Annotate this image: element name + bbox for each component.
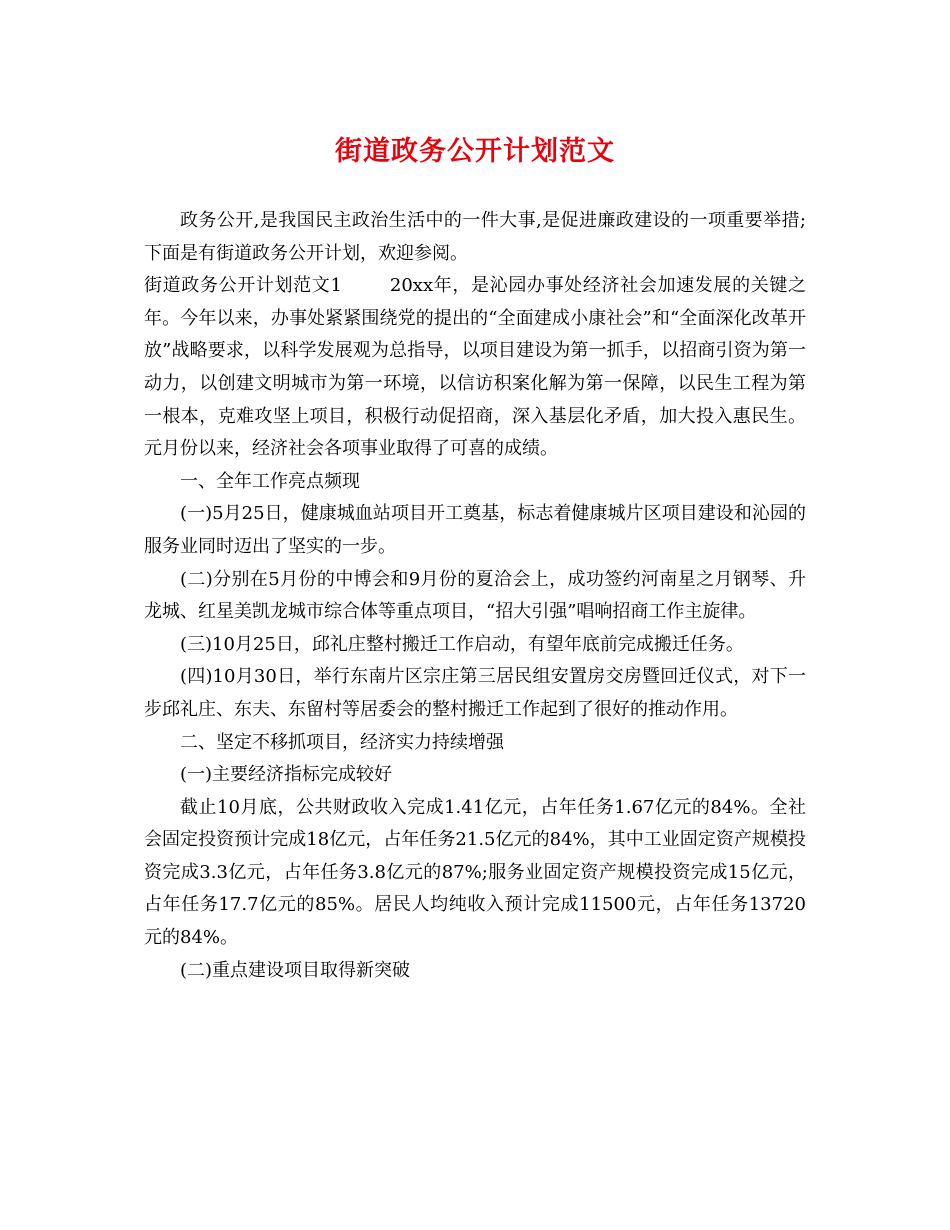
item-two-two: (二)重点建设项目取得新突破 — [180, 959, 411, 981]
section-paragraph — [144, 270, 806, 466]
section-lead: 20xx年，是沁园办事处经济社会加速发展的关键之年。今年以来，办事处紧紧围绕党的提出的“全面建成小康社会”和“全面深化改革开放”战略要求，以科学发展观为总指导，以项目建设为第一抓手，以招商引资为第一动力，以创建文明城市为第一环境，以信访积案化解为第一保障，以民生工程为第一根本，克难攻坚上项目，积极行动促招商，深入基层化矛盾，加大投入惠民生。元月份以来，经济社会各项事业取得了可喜的成绩。 — [144, 275, 806, 460]
document-title: 街道政务公开计划范文 — [335, 136, 615, 167]
heading-one: 一、全年工作亮点频现 — [180, 470, 360, 492]
item-one-two: (二)分别在5月份的中博会和9月份的夏洽会上，成功签约河南星之月钢琴、升龙城、红星美凯龙城市综合体等重点项目，“招大引强”唱响招商工作主旋律。 — [144, 568, 806, 623]
intro-paragraph: 政务公开,是我国民主政治生活中的一件大事,是促进廉政建设的一项重要举措;下面是有街道政务公开计划，欢迎参阅。 — [144, 210, 806, 264]
item-two-one: (一)主要经济指标完成较好 — [180, 764, 393, 786]
heading-two: 二、坚定不移抓项目，经济实力持续增强 — [180, 731, 504, 753]
item-one-three: (三)10月25日，邱礼庄整村搬迁工作启动，有望年底前完成搬迁任务。 — [180, 633, 744, 655]
paragraph-two-one: 截止10月底，公共财政收入完成1.41亿元，占年任务1.67亿元的84%。全社会固定投资预计完成18亿元，占年任务21.5亿元的84%，其中工业固定资产规模投资完成3.3亿元，占年任务3.8亿元的87%;服务业固定资产规模投资完成15亿元，占年任务17.7亿元的85%。居民人均纯收入预计完成11500元，占年任务13720元的84%。 — [144, 796, 806, 949]
item-one-one: (一)5月25日，健康城血站项目开工奠基，标志着健康城片区项目建设和沁园的服务业同时迈出了坚实的一步。 — [144, 503, 806, 557]
section-label: 街道政务公开计划范文1 — [144, 275, 342, 297]
document-body — [144, 205, 806, 987]
item-one-four: (四)10月30日，举行东南片区宗庄第三居民组安置房交房暨回迁仪式，对下一步邱礼庄、东夫、东留村等居委会的整村搬迁工作起到了很好的推动作用。 — [144, 666, 806, 720]
